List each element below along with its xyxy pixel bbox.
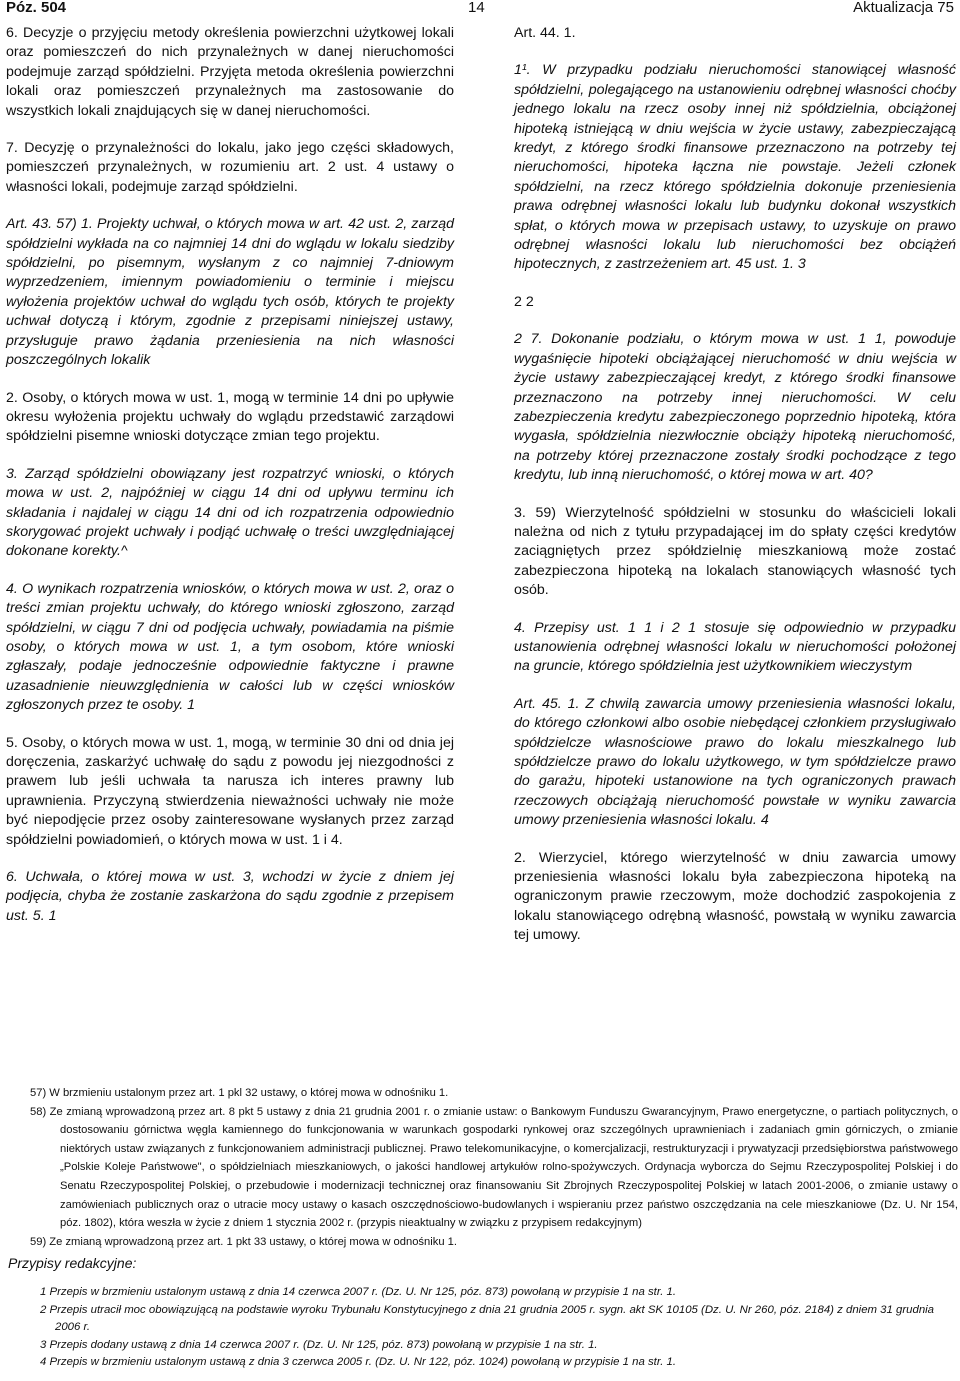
editorial-notes [40,1284,940,1372]
page-position: Póz. 504 [6,0,67,16]
article-44-paragraph-4: 4. Przepisy ust. 1 1 i 2 1 stosuje się odpowiednio w przypadku ustanowienia odrębnej własności lokalu w nieruchomości położonej na gruncie, którego spółdzielnia jest użytkownikiem wieczystym [514,619,956,675]
article-43-paragraph-2: 2. Osoby, o których mowa w ust. 1, mogą w terminie 14 dni po upływie okresu wyłożenia projektu uchwały do wglądu przedstawić zarządowi spółdzielni pisemne wnioski dotyczące zmian tego projektu. [6,389,454,445]
article-43-paragraph-1: Art. 43. 57) 1. Projekty uchwał, o których mowa w art. 42 ust. 2, zarząd spółdzielni wykłada na co najmniej 14 dni do wglądu w lokalu siedziby spółdzielni, po pisemnym, wysłanym z co najmniej 7-dniowym wyprzedzeniem, imiennym powiadomieniu o terminie i miejscu wyłożenia projektów uchwał do wglądu tych osób, których te projekty uchwał dotyczą i którym, zgodnie z przepisami niniejszej ustawy, przysługuje prawo żądania przeniesienia na nich własności poszczególnych lokalik [6,216,454,369]
article-44-paragraph-2-7: 2 7. Dokonanie podziału, o którym mowa w ust. 1 1, powoduje wygaśnięcie hipoteki obciążającej nieruchomość w dniu wejścia w życie ustawy zabezpieczającej kredyt, z którego środki finansowe przeznaczono na potrzeby innej nieruchomości. W celu zabezpieczenia kredytu zabezpieczonego poprzednio hipoteką, która wygasła, spółdzielnia niezwłocznie obciąży hipoteką nieruchomość, na potrzeby której przeznaczone zostały środki pochodzące z tego kredytu, lub inną nieruchomość, o której mowa w art. 40? [514,331,956,484]
editorial-note-4: 4 Przepis w brzmieniu ustalonym ustawą z dnia 3 czerwca 2005 r. (Dz. U. Nr 122, póz. 1024) powołaną w przypisie 1 na str. 1. [40,1356,677,1368]
article-44-heading: Art. 44. 1. [514,25,576,41]
article-45-paragraph-2: 2. Wierzyciel, którego wierzytelność w dniu zawarcia umowy przeniesienia własności lokalu była zabezpieczona hipoteką na ograniczonym prawie rzeczowym, może dochodzić zaspokojenia z lokalu stanowiącego odrębną własność, powstałą w wyniku zawarcia tej umowy. [514,849,956,944]
article-43-paragraph-4: 4. O wynikach rozpatrzenia wniosków, o których mowa w ust. 2, oraz o treści zmian projektu uchwały, do którego wnioski zgłoszono, zarząd spółdzielni, w ciągu 7 dni od podjęcia uchwały, powiadamia na piśmie osoby, o których mowa w ust. 1, a tym osobom, które wnioski zgłaszały, podaje jednocześnie odpowiednie faktyczne i prawne uzasadnienie nieuwzględnienia w całości lub w części wniosków zgłoszonych przez te osoby. 1 [6,580,454,714]
footnote-58: 58) Ze zmianą wprowadzoną przez art. 8 pkt 5 ustawy z dnia 21 grudnia 2001 r. o zmianie ustaw: o Bankowym Funduszu Gwarancyjnym, Prawo energetyczne, o partiach politycznych, o dostosowaniu górnictwa węgla kamiennego do funkcjonowania w warunkach gospodarki rynkowej oraz szczególnych uprawnieniach i zadaniach gmin górniczych, o zmianie niektórych ustaw związanych z funkcjonowaniem administracji publicznej. Prawo telekomunikacyjne, o komercjalizacji, restrukturyzacji i prywatyzacji przedsiębiorstwa państwowego „Polskie Koleje Państwowe", o spółdzielniach mieszkaniowych, o jakości handlowej artykułów rolno-spożywczych. Ordynacja wyborcza do Sejmu Rzeczypospolitej Polskiej i do Senatu Rzeczypospolitej Polskiej, o przebudowie i modernizacji technicznej oraz finansowaniu Sit Zbrojnych Rzeczypospolitej Polskiej w latach 2001-2006, o zmianie ustawy o zamówieniach publicznych oraz o utracie mocy ustawy o kasach oszczędnościowo-budowlanych i wspieraniu przez państwo oszczędzania na cele mieszkaniowe (Dz. U. Nr 154, póz. 1802), która weszła w życie z dniem 1 stycznia 2002 r. (przypis nieaktualny w związku z przypisem redakcyjnym) [30,1105,958,1230]
editorial-note-1: 1 Przepis w brzmieniu ustalonym ustawą z dnia 14 czerwca 2007 r. (Dz. U. Nr 125, póz. 873) powołaną w przypisie 1 na str. 1. [40,1286,677,1298]
article-44-paragraph-1-1: 1¹. W przypadku podziału nieruchomości stanowiącej własność spółdzielni, polegającego na ustanowieniu odrębnej własności choćby jednego lokalu na rzecz osoby innej niż spółdzielnia, obciążonej hipoteką istniejącą w dniu wejścia w życie ustawy, zabezpieczającą kredyt, z którego środki finansowe przeznaczono na potrzeby tej nieruchomości, hipoteka łączna nie powstaje. Jeżeli członek spółdzielni, na rzecz którego spółdzielnia dokonuje przeniesienia prawa odrębnej własności lokalu lub budynku dokonał wszystkich spłat, o których mowa w przepisach ustawy, to uzyskuje on prawo odrębnej własności lokalu lub nieruchomości bez obciążeń hipotecznych, z zastrzeżeniem art. 45 ust. 1. 3 [514,62,956,273]
editorial-heading: Przypisy redakcyjne: [8,1255,137,1271]
article-44-paragraph-2-2: 2 2 [514,293,534,310]
editorial-note-3: 3 Przepis dodany ustawą z dnia 14 czerwca 2007 r. (Dz. U. Nr 125, póz. 873) powołaną w przypisie 1 na str. 1. [40,1338,598,1351]
editorial-note-2: 2 Przepis utracił moc obowiązującą na podstawie wyroku Trybunału Konstytucyjnego z dnia 21 grudnia 2005 r. sygn. akt SK 10105 (Dz. U. Nr 260, póz. 2184) z dniem 31 grudnia 2006 r. [40,1303,935,1333]
article-44-paragraph-3: 3. 59) Wierzytelność spółdzielni w stosunku do właścicieli lokali należna od nich z tytułu przypadającej im do spłaty części kredytów zaciągniętych przez spółdzielnię mieszkaniową może zostać zabezpieczona hipoteką na lokalach stanowiących własność tych osób. [514,504,956,599]
footnotes [30,1084,958,1251]
article-43-paragraph-5: 5. Osoby, o których mowa w ust. 1, mogą, w terminie 30 dni od dnia jej doręczenia, zaskarżyć uchwałę do sądu z powodu jej niezgodności z prawem lub jeśli uchwała ta narusza ich interes prawny lub uprawnienia. Przyczyną stwierdzenia nieważności uchwały nie może być niepodjęcie przez osoby zainteresowane wysłanych przez zarząd spółdzielni powiadomień, o których mowa w ust. 1 i 4. [6,734,454,848]
article-45-paragraph-1: Art. 45. 1. Z chwilą zawarcia umowy przeniesienia własności lokalu, do którego członkowi albo osobie niebędącej członkiem przysługiwało spółdzielcze własnościowe prawo do lokalu mieszkalnego lub spółdzielcze prawo do lokalu użytkowego, w tym spółdzielcze prawo do garażu, hipoteki ustanowione na tych ograniczonych prawach rzeczowych obciążają nieruchomość powstałe w wyniku zawarcia umowy przeniesienia własności lokalu. 4 [514,695,956,829]
paragraph-7: 7. Decyzję o przynależności do lokalu, jako jego części składowych, pomieszczeń przynależnych, w rozumieniu art. 2 ust. 4 ustawy o własności lokali, podejmuje zarząd spółdzielni. [6,140,454,195]
right-column [514,24,956,964]
article-43-paragraph-6: 6. Uchwała, o której mowa w ust. 3, wchodzi w życie z dniem jej podjęcia, chyba że zostanie zaskarżona do sądu zgodnie z przepisem ust. 5. 1 [6,869,454,924]
article-43-paragraph-3: 3. Zarząd spółdzielni obowiązany jest rozpatrzyć wnioski, o których mowa w ust. 2, najpóźniej w ciągu 14 dni od upływu terminu ich składania i najdalej w ciągu 14 dni od ich rozpatrzenia odpowiednio skorygować projekt uchwały i podjąć uchwałę o treści uwzględniającej dokonane korekty.^ [6,465,454,560]
update-label: Aktualizacja 75 [853,0,954,16]
footnote-57: 57) W brzmieniu ustalonym przez art. 1 pkl 32 ustawy, o której mowa w odnośniku 1. [30,1087,449,1099]
left-column [6,24,454,944]
footnote-59: 59) Ze zmianą wprowadzoną przez art. 1 pkt 33 ustawy, o której mowa w odnośniku 1. [30,1235,457,1248]
page-number: 14 [468,0,485,16]
paragraph-6: 6. Decyzje o przyjęciu metody określenia powierzchni użytkowej lokali oraz pomieszczeń do nich przynależnych w danej nieruchomości podejmuje zarząd spółdzielni. Przyjęta metoda określenia powierzchni lokali oraz pomieszczeń przynależnych ma zastosowanie do wszystkich lokali znajdujących się w danej nieruchomości. [6,25,454,119]
